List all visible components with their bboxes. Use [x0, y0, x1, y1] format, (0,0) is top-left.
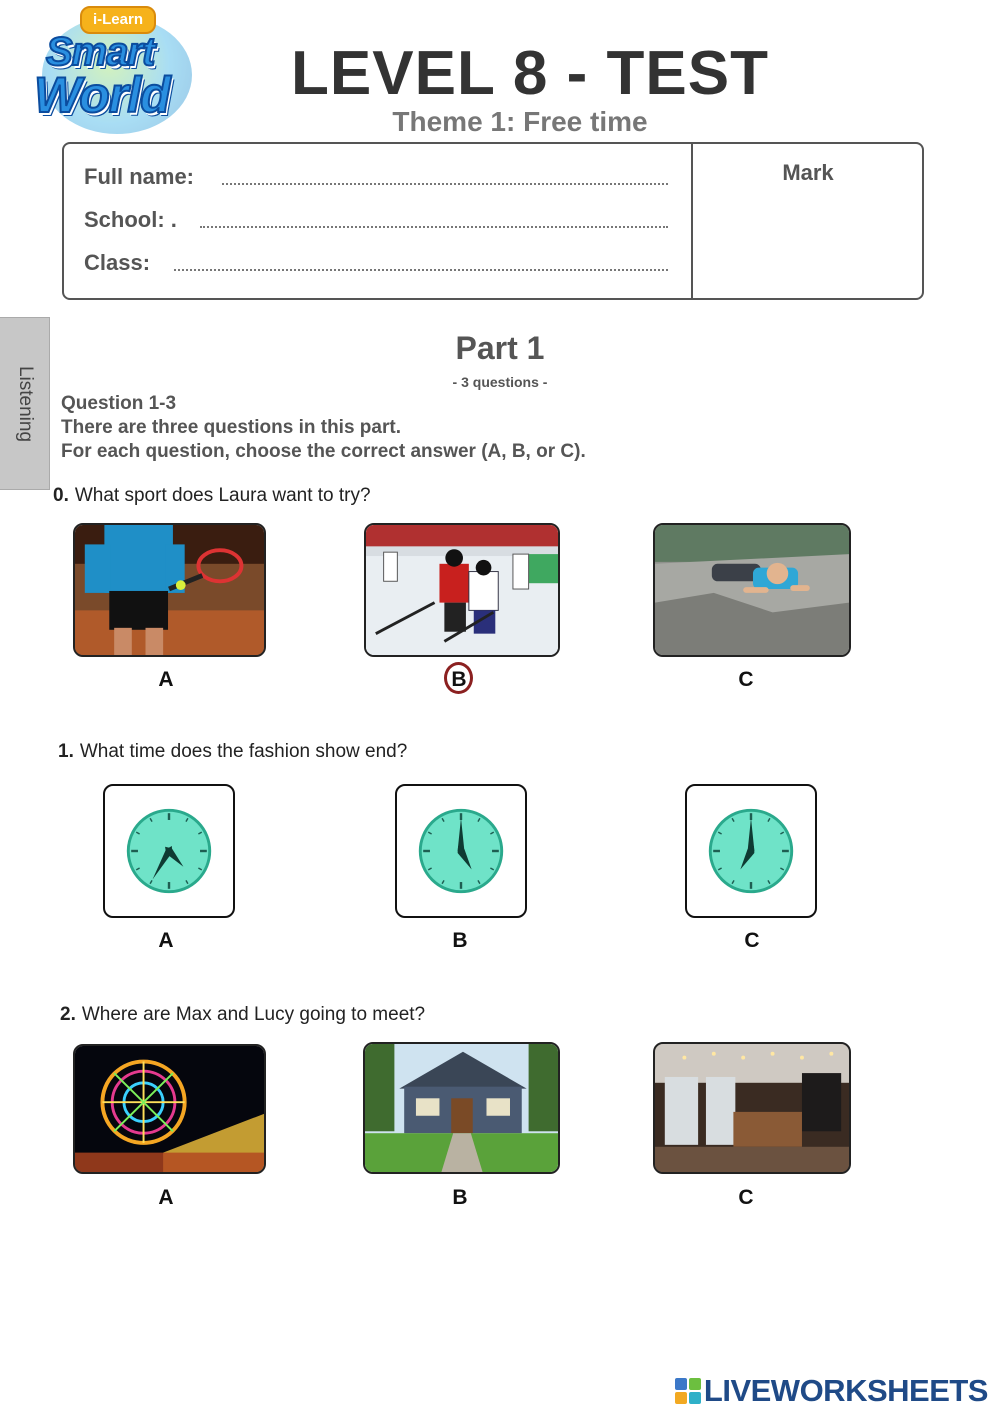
rock-climbing-icon[interactable]	[653, 523, 851, 657]
logo-world-text: World	[34, 67, 170, 123]
question-text: What sport does Laura want to try?	[74, 485, 371, 506]
logo-smart-text: Smart	[46, 30, 155, 74]
full-name-label: Full name:	[84, 164, 195, 189]
option-b[interactable]: B	[452, 929, 468, 952]
part-title: Part 1	[455, 330, 545, 366]
clock-b-icon	[397, 786, 525, 916]
clock-a-icon	[105, 786, 233, 916]
full-name-field[interactable]	[222, 183, 668, 185]
option-a[interactable]: A	[158, 1186, 174, 1209]
question-text: What time does the fashion show end?	[79, 741, 408, 762]
cafe-icon[interactable]	[653, 1042, 851, 1174]
option-b[interactable]: B	[452, 1186, 468, 1209]
brand-text: LIVEWORKSHEETS	[703, 1373, 988, 1408]
instruction-line: There are three questions in this part.	[61, 417, 401, 438]
listening-side-tab	[0, 317, 50, 490]
liveworksheets-logo-icon	[675, 1378, 701, 1404]
clock-option-a[interactable]	[103, 784, 235, 918]
option-b[interactable]: B	[451, 668, 467, 691]
page-title: LEVEL 8 - TEST	[291, 39, 769, 108]
class-field[interactable]	[174, 269, 668, 271]
question-2	[60, 1004, 425, 1026]
question-number: 1.	[58, 741, 74, 762]
instruction-line: Question 1-3	[61, 393, 177, 414]
clock-option-b[interactable]	[395, 784, 527, 918]
option-c[interactable]: C	[738, 1186, 754, 1209]
question-number: 2.	[60, 1004, 76, 1025]
page-subtitle: Theme 1: Free time	[392, 106, 648, 137]
part-subtitle: - 3 questions -	[452, 374, 548, 390]
ice-hockey-icon[interactable]	[364, 523, 560, 657]
smart-world-logo	[28, 4, 200, 136]
clock-center	[749, 849, 754, 854]
mark-label: Mark	[782, 160, 834, 185]
question-text: Where are Max and Lucy going to meet?	[81, 1004, 426, 1025]
option-c[interactable]: C	[738, 668, 754, 691]
question-number: 0.	[53, 485, 69, 506]
student-info-box	[62, 142, 924, 300]
house-icon[interactable]	[363, 1042, 560, 1174]
option-c[interactable]: C	[744, 929, 760, 952]
class-label: Class:	[84, 250, 151, 275]
school-label: School: .	[84, 207, 177, 232]
question-1	[58, 741, 407, 763]
clock-option-c[interactable]	[685, 784, 817, 918]
clock-c-icon	[687, 786, 815, 916]
clock-center	[459, 849, 464, 854]
option-a[interactable]: A	[158, 929, 174, 952]
tennis-player-icon[interactable]	[73, 523, 266, 657]
liveworksheets-brand	[675, 1373, 988, 1409]
school-field[interactable]	[200, 226, 668, 228]
instruction-line: For each question, choose the correct answer (A, B, or C).	[61, 441, 586, 462]
logo-ilearn-badge: i-Learn	[80, 6, 156, 34]
option-a[interactable]: A	[158, 668, 174, 691]
side-tab-label: Listening	[14, 365, 36, 442]
funfair-icon[interactable]	[73, 1044, 266, 1174]
question-0	[53, 485, 371, 507]
clock-center	[167, 849, 172, 854]
